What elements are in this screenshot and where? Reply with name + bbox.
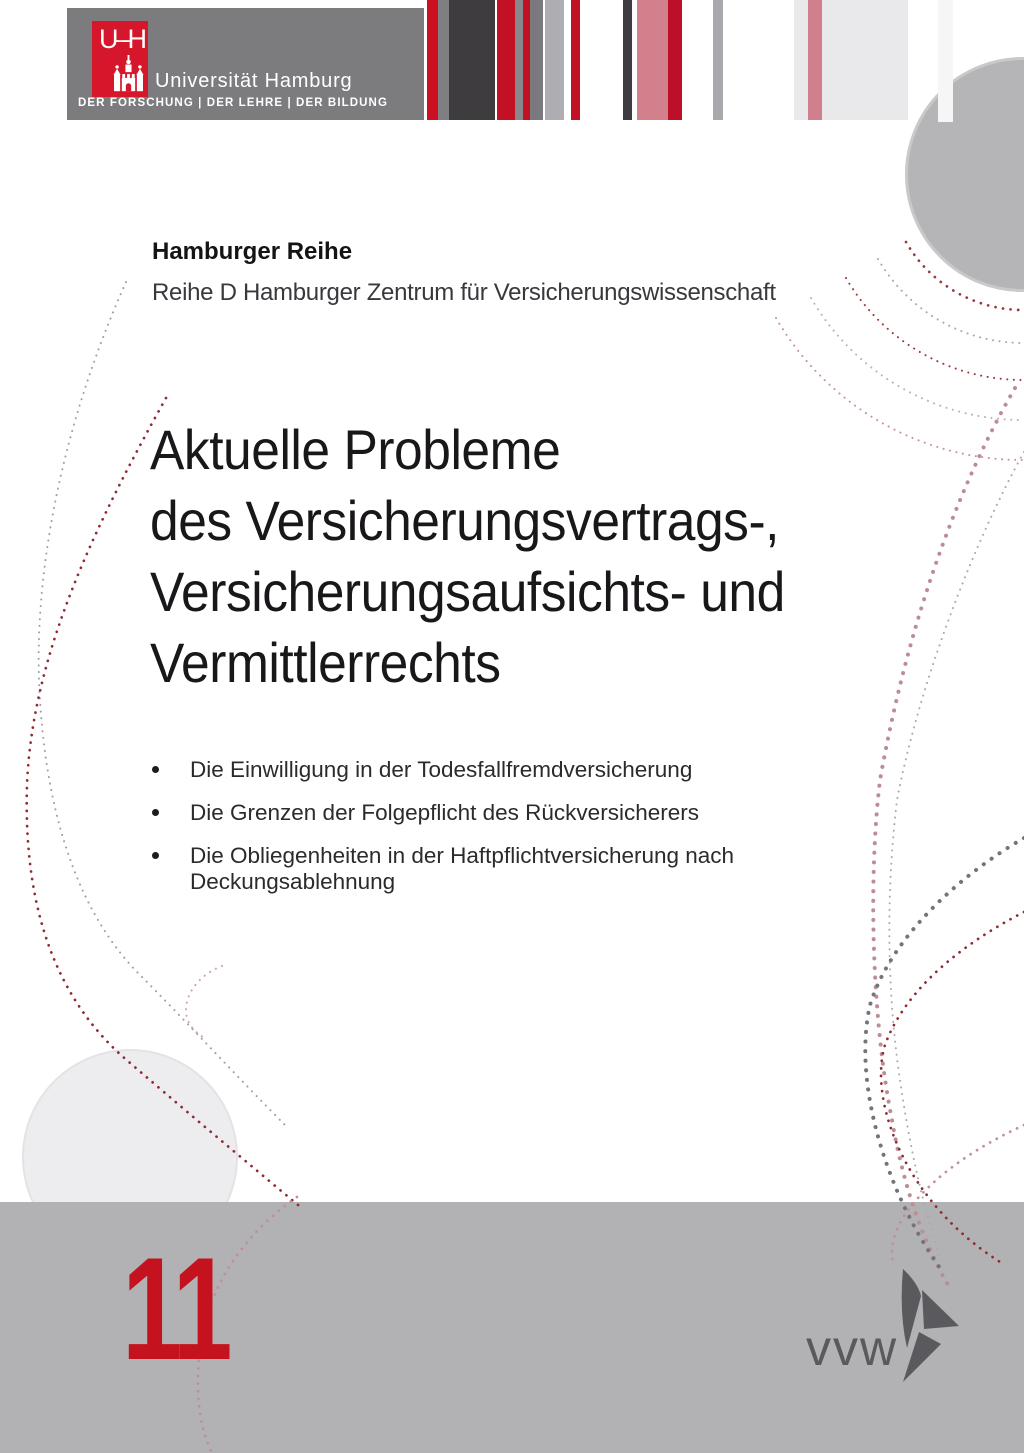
decor-stripe bbox=[571, 0, 580, 120]
publisher-logo bbox=[806, 1258, 966, 1388]
decor-stripe bbox=[938, 0, 953, 122]
publisher-logo-text: vvw bbox=[806, 1320, 899, 1376]
series-subline: Reihe D Hamburger Zentrum für Versicherungswissenschaft bbox=[152, 279, 776, 306]
topic-text: Die Einwilligung in der Todesfallfremdversicherung bbox=[190, 757, 693, 782]
bullet-icon bbox=[152, 766, 159, 773]
bullet-icon bbox=[152, 809, 159, 816]
decor-stripe bbox=[623, 0, 632, 120]
university-name: Universität Hamburg bbox=[155, 70, 353, 92]
decor-circle-gray bbox=[905, 57, 1024, 292]
university-tagline: DER FORSCHUNG | DER LEHRE | DER BILDUNG bbox=[78, 97, 389, 109]
decor-stripe bbox=[545, 0, 564, 120]
topic-item bbox=[152, 800, 752, 826]
topic-list bbox=[152, 757, 752, 912]
topic-text: Die Obliegenheiten in der Haftpflichtversicherung nach Deckungsablehnung bbox=[190, 843, 735, 894]
publisher-arrow-icon bbox=[898, 1263, 960, 1385]
university-banner bbox=[67, 8, 424, 120]
decor-stripe bbox=[449, 0, 495, 120]
book-title-line: Aktuelle Probleme bbox=[150, 418, 561, 481]
book-title-line: Vermittlerrechts bbox=[150, 631, 501, 694]
hamburg-castle-icon bbox=[112, 55, 145, 95]
bullet-icon bbox=[152, 852, 159, 859]
decor-stripe bbox=[427, 0, 438, 120]
decor-stripe bbox=[438, 0, 449, 120]
decor-stripe bbox=[530, 0, 543, 120]
decor-stripe bbox=[497, 0, 515, 120]
decor-stripe bbox=[668, 0, 682, 120]
series-heading bbox=[152, 238, 776, 307]
university-logo bbox=[92, 21, 148, 97]
topic-text: Die Grenzen der Folgepflicht des Rückversicherers bbox=[190, 800, 699, 825]
volume-number: 11 bbox=[122, 1227, 229, 1390]
topic-item bbox=[152, 757, 752, 783]
decor-stripe bbox=[713, 0, 723, 120]
decor-stripe bbox=[637, 0, 668, 120]
decor-stripe bbox=[808, 0, 822, 120]
series-name: Hamburger Reihe bbox=[152, 238, 353, 265]
book-title-line: des Versicherungsvertrags-, bbox=[150, 489, 780, 552]
book-title-line: Versicherungsaufsichts- und bbox=[150, 560, 785, 623]
book-title bbox=[150, 414, 785, 698]
topic-item bbox=[152, 843, 752, 895]
decor-stripe bbox=[515, 0, 523, 120]
decor-stripe bbox=[523, 0, 530, 120]
uh-monogram: U–H bbox=[99, 24, 145, 54]
